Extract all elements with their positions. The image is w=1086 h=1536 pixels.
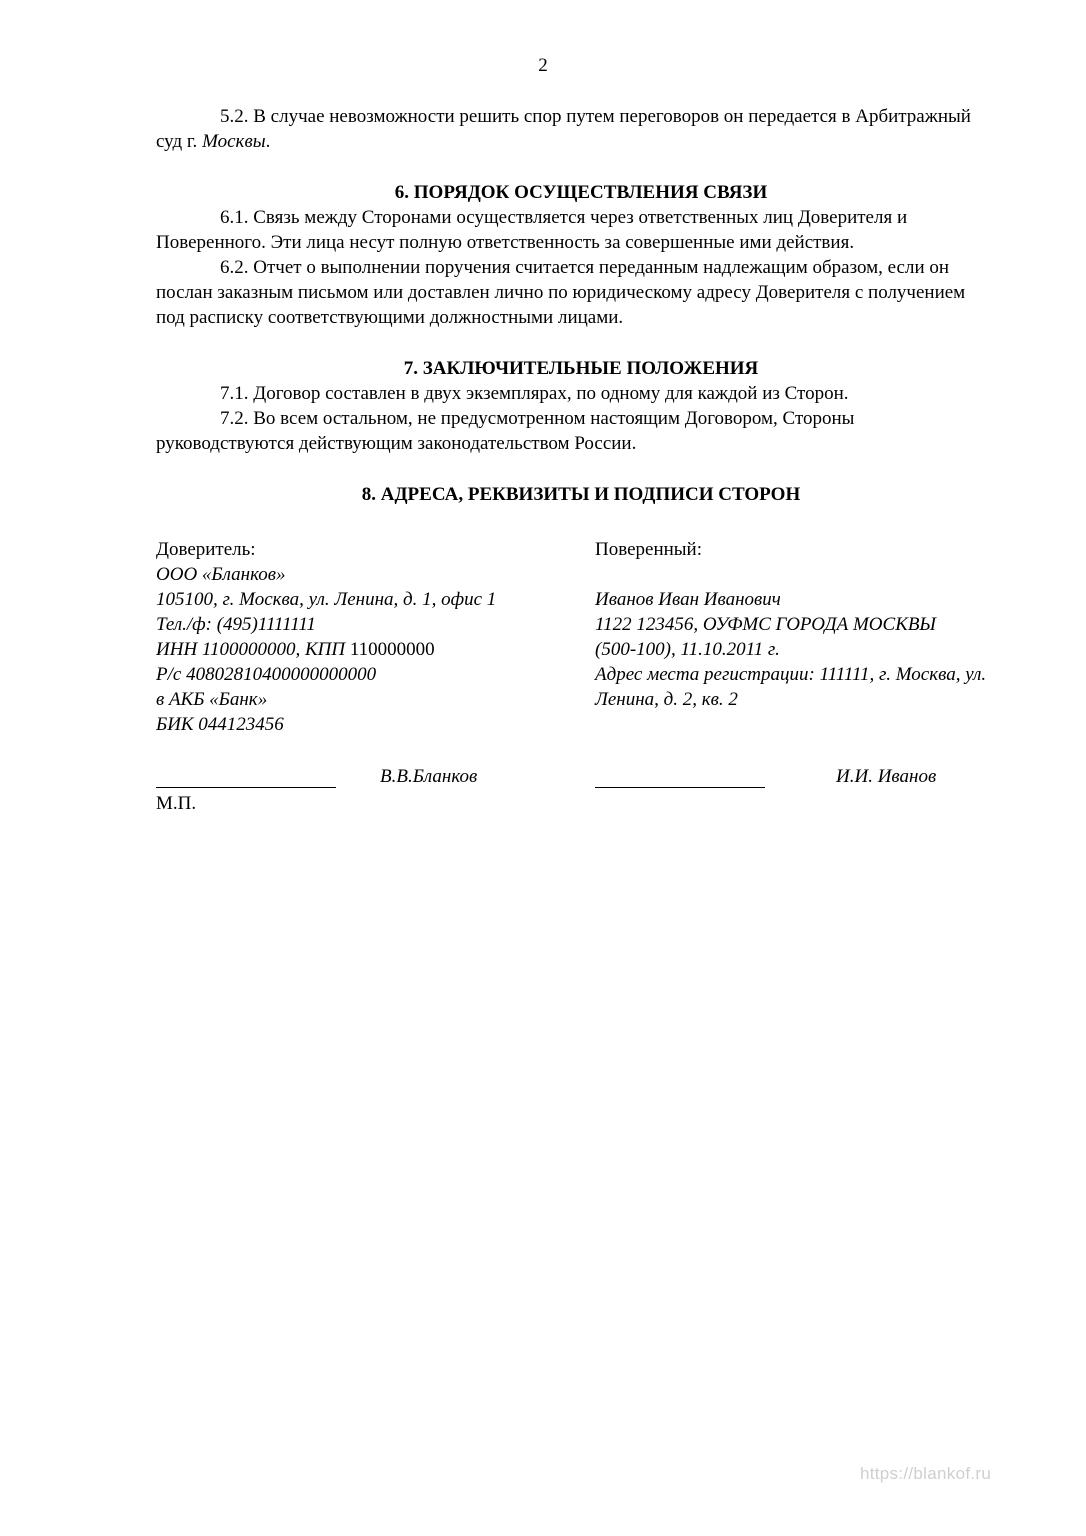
clause-5-2-text — [156, 104, 996, 154]
clause-7-2: 7.2. Во всем остальном, не предусмотренном настоящим Договором, Стороны руководствуются действующим законодательством России. — [156, 408, 855, 454]
attorney-registration-1: Адрес места регистрации: 111111, г. Москва, ул. — [595, 664, 987, 685]
page-number: 2 — [538, 55, 548, 76]
attorney-spacer — [595, 562, 1065, 587]
attorney-registration-2: Ленина, д. 2, кв. 2 — [595, 689, 738, 710]
attorney-signature-line — [595, 787, 765, 788]
attorney-signature-name: И.И. Иванов — [836, 766, 937, 787]
watermark-url: https://blankof.ru — [860, 1464, 992, 1483]
attorney-details — [595, 537, 1065, 712]
principal-kpp-value: 110000000 — [349, 639, 435, 660]
attorney-name: Иванов Иван Иванович — [595, 589, 781, 610]
principal-signature-name: В.В.Бланков — [380, 766, 478, 787]
principal-phone: Тел./ф: (495)1111111 — [156, 614, 316, 635]
section-7-heading: 7. ЗАКЛЮЧИТЕЛЬНЫЕ ПОЛОЖЕНИЯ — [403, 358, 759, 379]
stamp-placeholder: М.П. — [156, 793, 197, 814]
principal-details — [156, 537, 544, 737]
principal-bik: БИК 044123456 — [156, 714, 284, 735]
section-7-body — [156, 381, 996, 456]
principal-bank: в АКБ «Банк» — [156, 689, 268, 710]
attorney-passport-1: 1122 123456, ОУФМС ГОРОДА МОСКВЫ — [595, 614, 936, 635]
clause-5-2-main: 5.2. В случае невозможности решить спор путем переговоров он передается в Арбитражный суд г. — [156, 106, 971, 152]
principal-inn — [156, 637, 544, 662]
clause-6-1: 6.1. Связь между Сторонами осуществляется через ответственных лиц Доверителя и Поверенного. Эти лица несут полную ответственность за совершенные ими действия. — [156, 207, 908, 253]
section-6-body — [156, 205, 996, 330]
clause-7-1: 7.1. Договор составлен в двух экземплярах, по одному для каждой из Сторон. — [220, 383, 849, 404]
clause-5-2-city: Москвы — [202, 131, 266, 152]
principal-account: Р/с 40802810400000000000 — [156, 664, 377, 685]
section-6-heading: 6. ПОРЯДОК ОСУЩЕСТВЛЕНИЯ СВЯЗИ — [394, 182, 768, 203]
principal-company: ООО «Бланков» — [156, 564, 286, 585]
principal-label: Доверитель: — [156, 539, 256, 560]
principal-address: 105100, г. Москва, ул. Ленина, д. 1, офис 1 — [156, 589, 497, 610]
principal-inn-text: ИНН 1100000000, КПП — [156, 639, 350, 660]
attorney-label: Поверенный: — [595, 539, 702, 560]
attorney-passport-2: (500-100), 11.10.2011 г. — [595, 639, 780, 660]
clause-5-2 — [156, 104, 996, 154]
section-8-heading: 8. АДРЕСА, РЕКВИЗИТЫ И ПОДПИСИ СТОРОН — [361, 484, 801, 505]
clause-6-2: 6.2. Отчет о выполнении поручения считается переданным надлежащим образом, если он послан заказным письмом или доставлен лично по юридическому адресу Доверителя с получением под расписку соответствующими должностными лицами. — [156, 257, 966, 328]
clause-5-2-end: . — [265, 131, 271, 152]
principal-signature-line — [156, 787, 336, 788]
